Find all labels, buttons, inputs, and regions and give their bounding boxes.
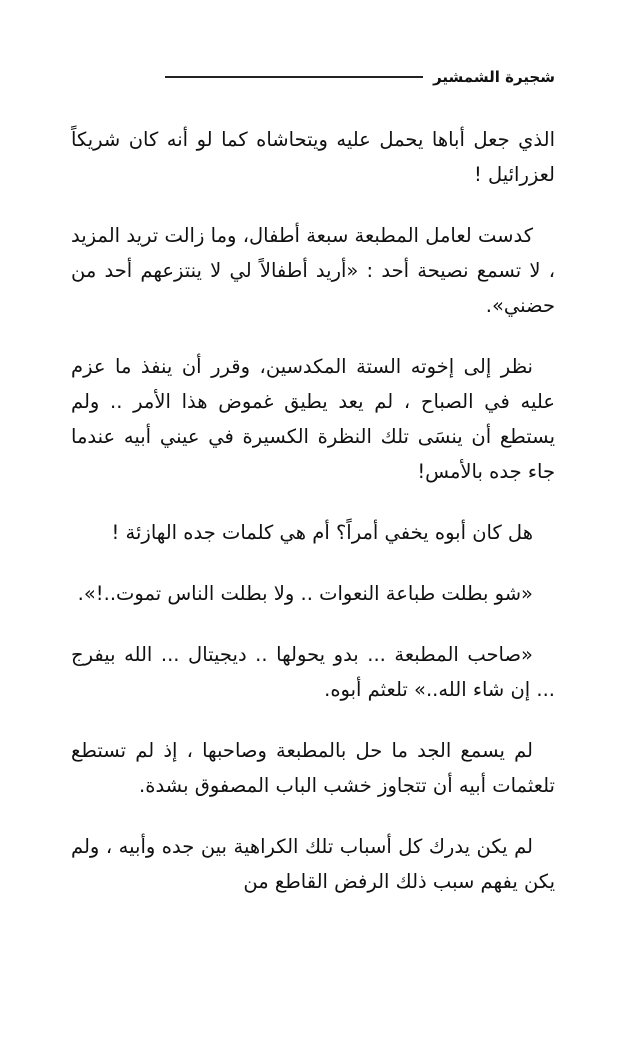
running-header (155, 62, 555, 92)
paragraph: «صاحب المطبعة ... بدو يحولها .. ديجيتال ... الله بيفرج ... إن شاء الله..» تلعثم أبوه. (71, 643, 555, 701)
paragraph: الذي جعل أباها يحمل عليه ويتحاشاه كما لو أنه كان شريكاً لعزرائيل ! (71, 128, 555, 186)
body-text (71, 122, 555, 925)
paragraph: هل كان أبوه يخفي أمراً؟ أم هي كلمات جده الهازئة ! (111, 521, 533, 544)
paragraph: لم يسمع الجد ما حل بالمطبعة وصاحبها ، إذ لم تستطع تلعثمات أبيه أن تتجاوز خشب الباب المصفوق بشدة. (71, 739, 555, 797)
book-title: شجيرة الشمشير (433, 68, 555, 86)
paragraph: كدست لعامل المطبعة سبعة أطفال، وما زالت تريد المزيد ، لا تسمع نصيحة أحد : «أريد أطفالاً لي لا ينتزعهم أحد من حضني». (71, 224, 555, 317)
paragraph: نظر إلى إخوته الستة المكدسين، وقرر أن ينفذ ما عزم عليه في الصباح ، لم يعد يطيق غموض هذا الأمر .. ولم يستطع أن ينسَى تلك النظرة الكسيرة في عيني أبيه عندما جاء جده بالأمس! (71, 355, 555, 483)
paragraph: لم يكن يدرك كل أسباب تلك الكراهية بين جده وأبيه ، ولم يكن يفهم سبب ذلك الرفض القاطع من (71, 835, 555, 893)
header-rule (165, 76, 423, 78)
paragraph: «شو بطلت طباعة النعوات .. ولا بطلت الناس تموت..!». (77, 582, 533, 605)
